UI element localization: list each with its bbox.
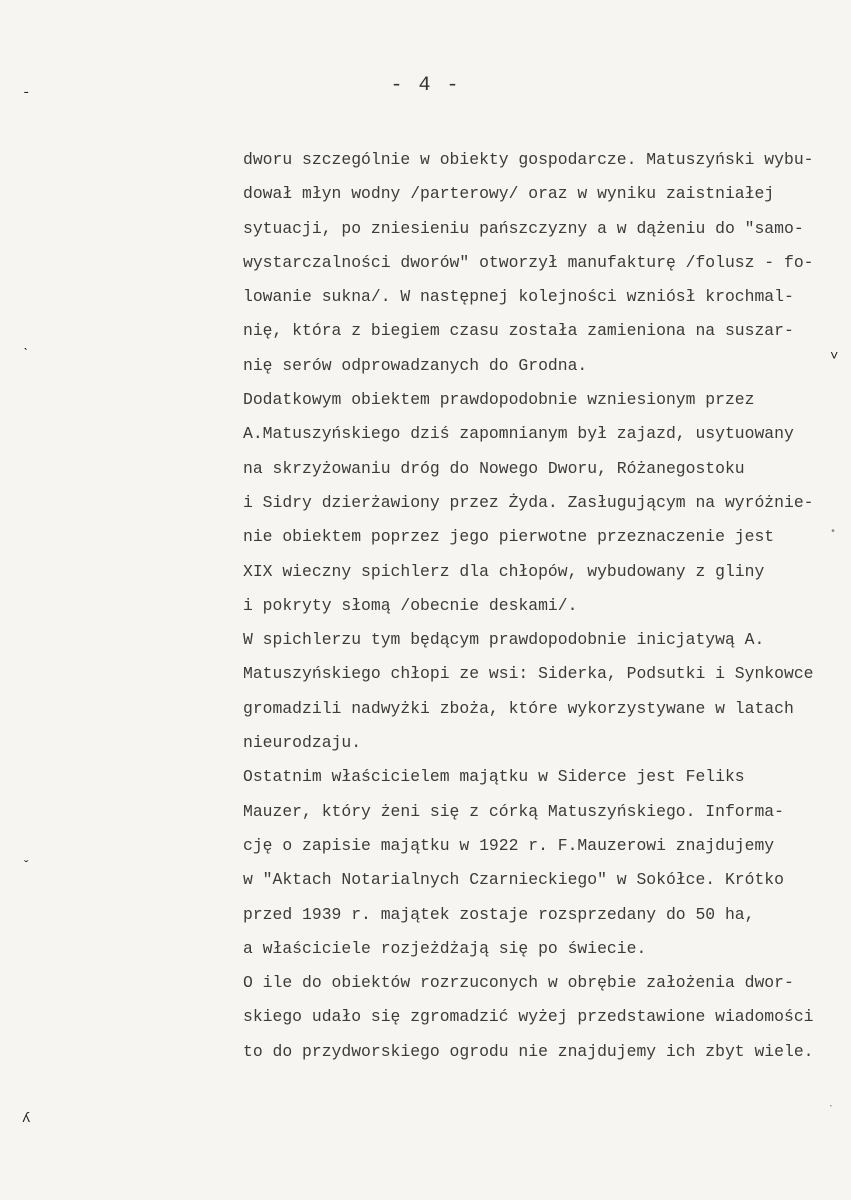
text-line: w "Aktach Notarialnych Czarnieckiego" w Sokółce. Krótko <box>243 870 784 890</box>
text-line: to do przydworskiego ogrodu nie znajdujemy ich zbyt wiele. <box>243 1041 814 1061</box>
margin-mark: ˋ <box>22 347 31 363</box>
page-number: - 4 - <box>390 74 461 97</box>
text-line: W spichlerzu tym będącym prawdopodobnie inicjatywą A. <box>243 630 765 650</box>
body-text <box>243 143 848 1069</box>
text-line: dworu szczególnie w obiekty gospodarcze. Matuszyński wybu- <box>243 150 814 169</box>
text-line: a właściciele rozjeżdżają się po świecie. <box>243 938 647 958</box>
text-line: nie obiektem poprzez jego pierwotne przeznaczenie jest <box>243 527 775 547</box>
text-line: Mauzer, który żeni się z córką Matuszyńskiego. Informa- <box>243 801 784 821</box>
text-line: O ile do obiektów rozrzuconych w obrębie założenia dwor- <box>243 973 794 993</box>
margin-mark: ʎ <box>22 1111 31 1127</box>
text-line: wystarczalności dworów" otworzył manufakturę /folusz - fo- <box>243 252 814 272</box>
text-line: skiego udało się zgromadzić wyżej przedstawione wiadomości <box>243 1007 814 1027</box>
margin-mark: ˋ <box>828 1105 835 1117</box>
margin-mark: • <box>830 527 837 538</box>
text-line: Ostatnim właścicielem majątku w Siderce jest Feliks <box>243 767 745 787</box>
text-line: Dodatkowym obiektem prawdopodobnie wzniesionym przez <box>243 390 755 410</box>
text-line: nieurodzaju. <box>243 733 362 753</box>
text-line: cję o zapisie majątku w 1922 r. F.Mauzerowi znajdujemy <box>243 835 775 855</box>
text-line: nię, która z biegiem czasu została zamieniona na suszar- <box>243 321 794 341</box>
text-line: XIX wieczny spichlerz dla chłopów, wybudowany z gliny <box>243 561 765 581</box>
text-line: Matuszyńskiego chłopi ze wsi: Siderka, Podsutki i Synkowce <box>243 664 814 684</box>
text-line: na skrzyżowaniu dróg do Nowego Dworu, Różanegostoku <box>243 458 745 478</box>
text-line: lowanie sukna/. W następnej kolejności wzniósł krochmal- <box>243 287 794 307</box>
text-line: A.Matuszyńskiego dziś zapomnianym był zajazd, usytuowany <box>243 424 794 444</box>
text-line: gromadzili nadwyżki zboża, które wykorzystywane w latach <box>243 698 794 718</box>
text-line: dował młyn wodny /parterowy/ oraz w wyniku zaistniałej <box>243 184 775 204</box>
text-line: nię serów odprowadzanych do Grodna. <box>243 355 588 375</box>
text-line: i pokryty słomą /obecnie deskami/. <box>243 595 578 615</box>
text-line: przed 1939 r. majątek zostaje rozsprzedany do 50 ha, <box>243 904 755 924</box>
margin-mark: - <box>22 85 31 101</box>
margin-mark: ˇ <box>22 859 31 875</box>
text-line: i Sidry dzierżawiony przez Żyda. Zasługującym na wyróżnie- <box>243 492 814 512</box>
text-line: sytuacji, po zniesieniu pańszczyzny a w dążeniu do "samo- <box>243 218 804 238</box>
margin-mark: ˅ <box>830 349 839 365</box>
